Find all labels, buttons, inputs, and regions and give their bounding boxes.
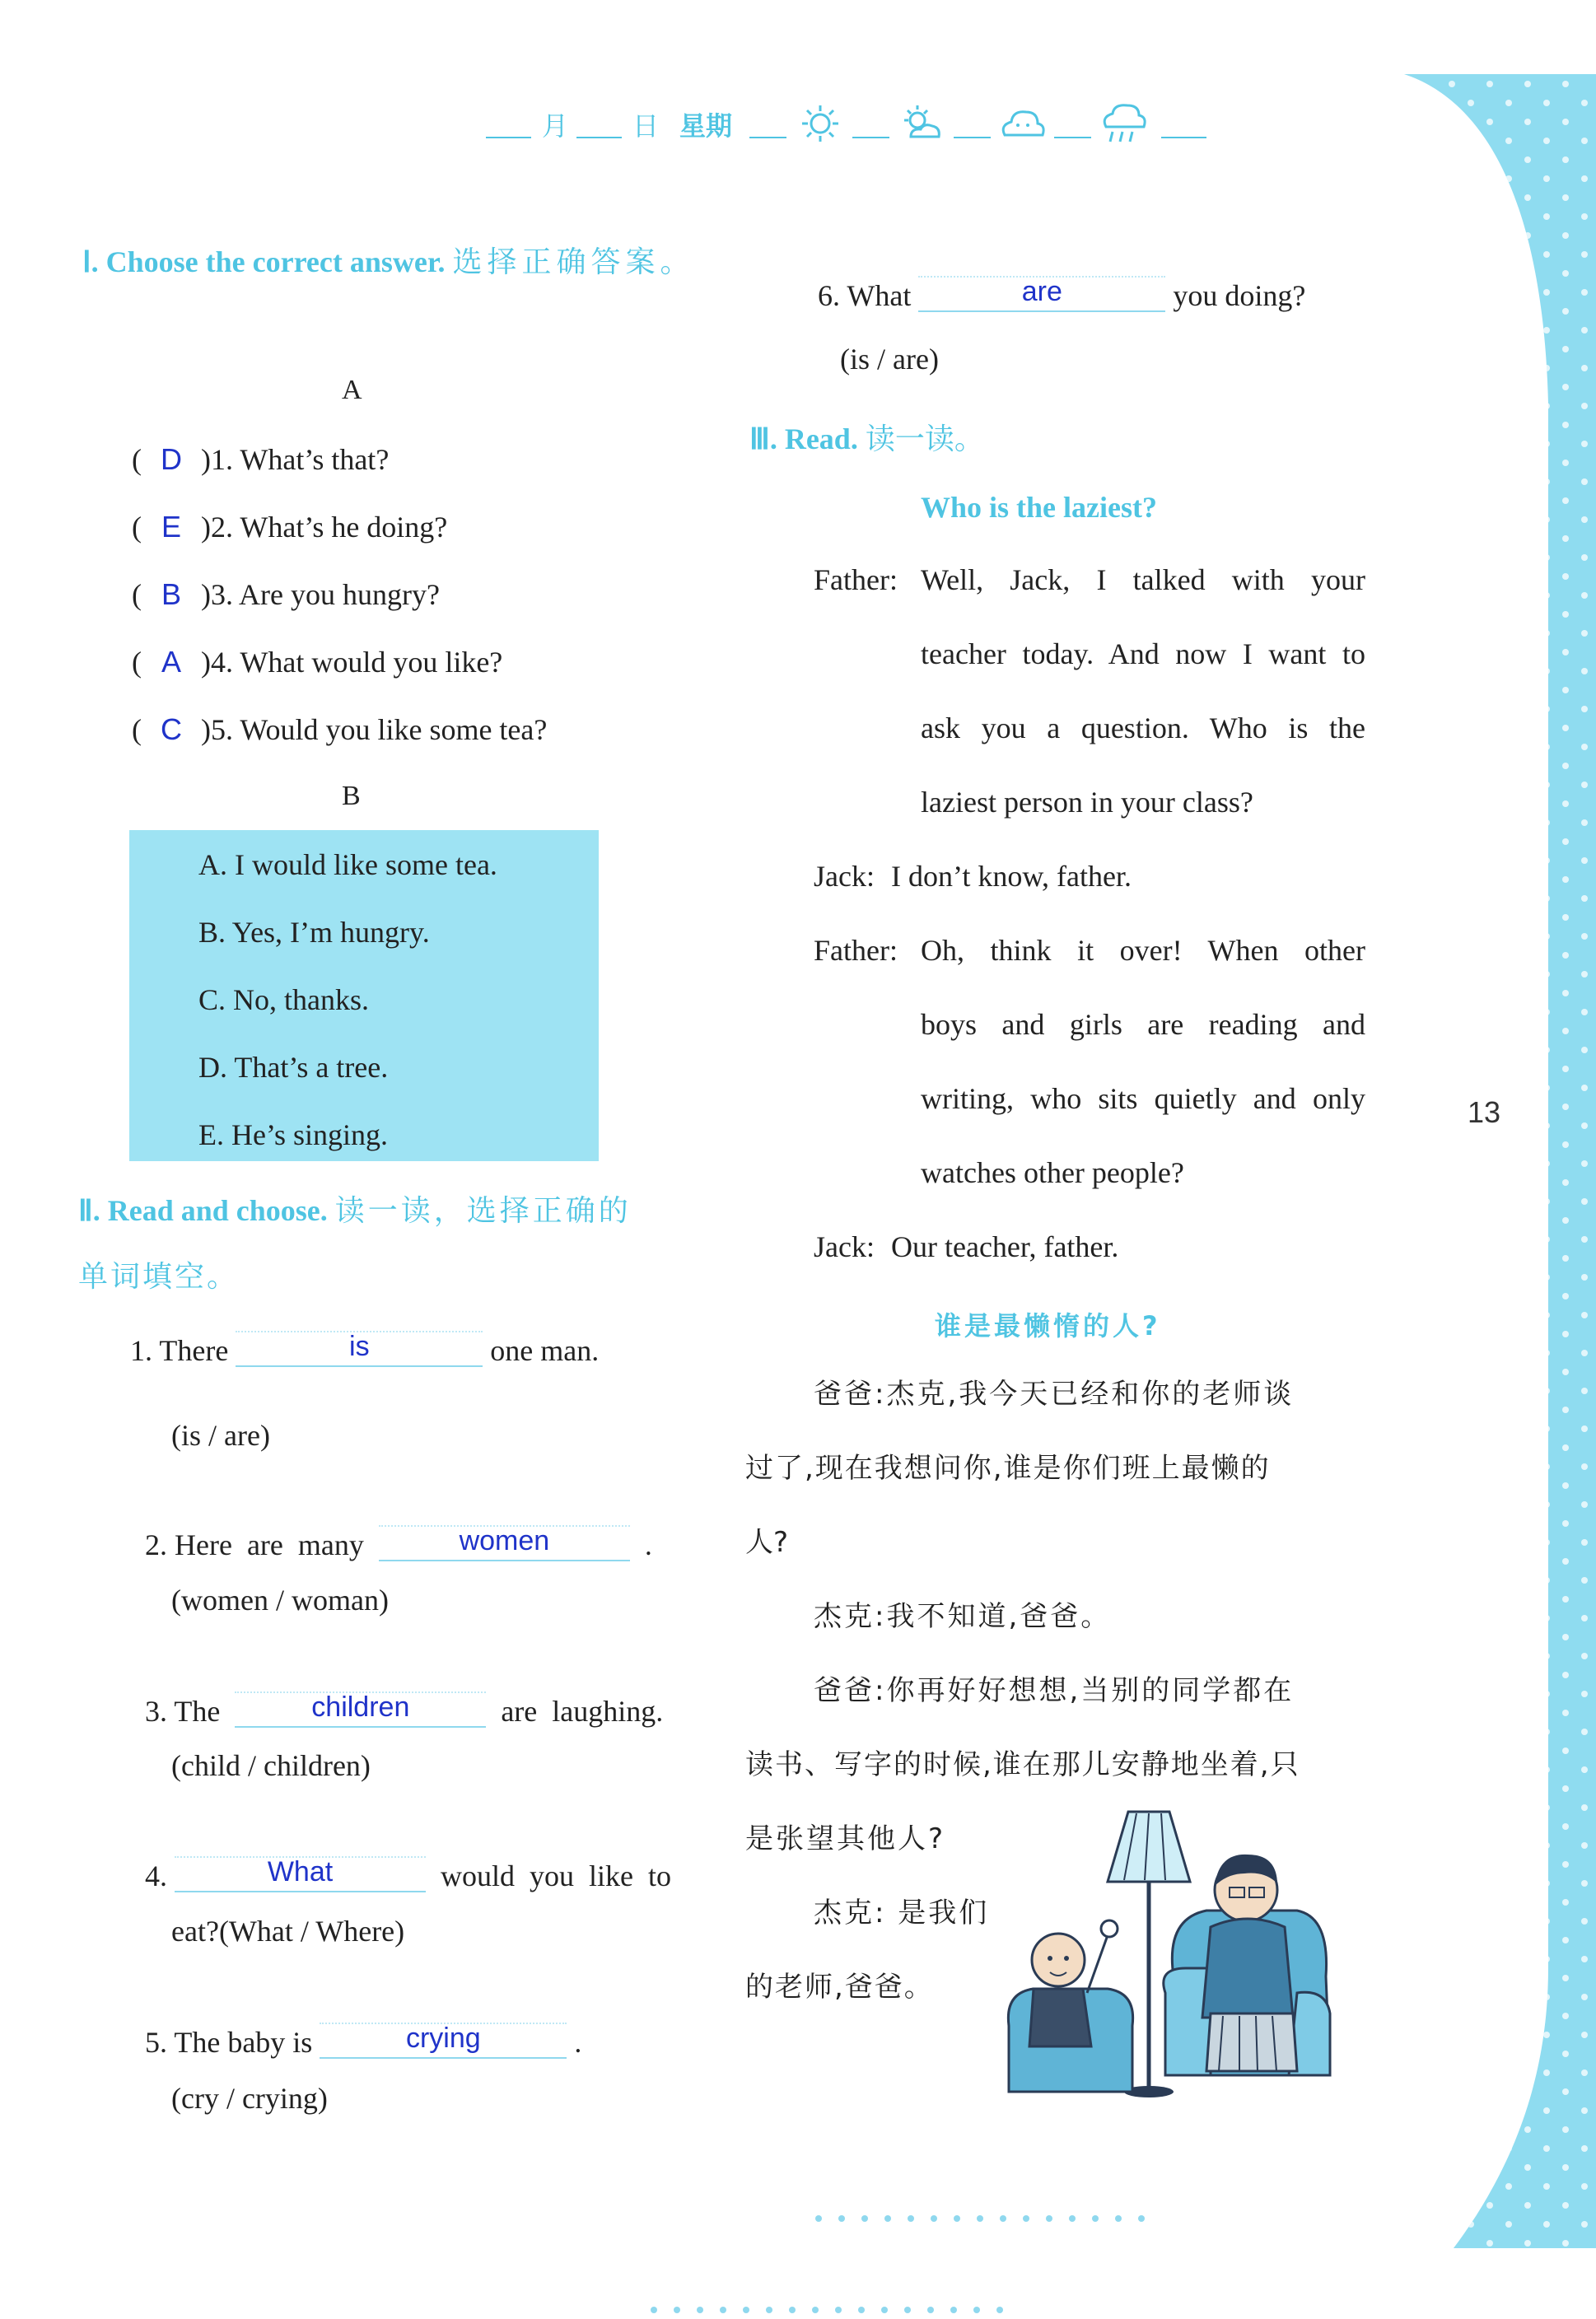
question-text: Are you hungry? [239, 578, 440, 611]
cn-line: 爸爸:杰克,我今天已经和你的老师谈 [814, 1378, 1295, 1411]
dialogue-line: laziest person in your class? [921, 786, 1253, 819]
blank-answer: is [349, 1331, 370, 1362]
fill-item-1 [130, 1331, 600, 1367]
question-row-4: ( A )4. What would you like? [132, 645, 503, 679]
sunny-icon [797, 104, 843, 147]
date-header [486, 105, 1227, 147]
dialogue-line: boys and girls are reading and [921, 1008, 1365, 1041]
dialogue-line: Oh, think it over! When other [921, 934, 1365, 967]
item-num: 2. [145, 1528, 167, 1561]
item-before: There [159, 1334, 229, 1367]
item-num: 3. [145, 1695, 167, 1728]
item-after: one man. [490, 1334, 600, 1367]
item-num: 5. [145, 2026, 167, 2059]
blank-2[interactable] [379, 1525, 630, 1561]
answer-1: D [161, 442, 182, 476]
decorative-dots-top [815, 2209, 1161, 2225]
section1-heading [82, 239, 695, 281]
blank-answer: children [311, 1691, 410, 1723]
cn-line: 过了,现在我想问你,谁是你们班上最懒的 [745, 1452, 1271, 1485]
fill-item-3 [130, 1667, 663, 1728]
cn-line: 读书、写字的时候,谁在那儿安静地坐着,只 [745, 1748, 1300, 1781]
section2-heading [78, 1187, 632, 1229]
blank-3[interactable] [235, 1691, 486, 1728]
section2-roman: Ⅱ. [78, 1194, 100, 1227]
section2-title-en: Read and choose. [107, 1194, 328, 1227]
dialogue-line: writing, who sits quietly and only [921, 1082, 1365, 1115]
option-b: B. Yes, I’m hungry. [198, 916, 430, 949]
decorative-sidebar [1404, 74, 1596, 2248]
cn-line: 杰克:我不知道,爸爸。 [814, 1600, 1112, 1633]
question-num: 1. [211, 443, 233, 476]
item-after: . [644, 1528, 652, 1561]
question-text: What’s he doing? [240, 511, 448, 544]
fill-choices-5: (cry / crying) [171, 2082, 328, 2115]
option-a: A. I would like some tea. [198, 848, 497, 881]
item-after: you doing? [1173, 279, 1306, 312]
cn-line: 是张望其他人? [745, 1822, 946, 1855]
blank-5[interactable] [320, 2023, 567, 2059]
day-label: 日 [632, 110, 660, 142]
item-num: 1. [130, 1334, 152, 1367]
fill-choices-4: eat?(What / Where) [171, 1915, 405, 1948]
fill-choices-3: (child / children) [171, 1749, 371, 1782]
question-row-2: ( E )2. What’s he doing? [132, 510, 448, 544]
dialogue-line: ask you a question. Who is the [921, 712, 1365, 744]
item-num: 6. [818, 279, 840, 312]
cn-story-title: 谁是最懒惰的人? [935, 1310, 1161, 1341]
item-after: . [574, 2026, 582, 2059]
dialogue-line: I don’t know, father. [891, 860, 1132, 893]
story-title: Who is the laziest? [921, 491, 1157, 524]
answer-3: B [161, 577, 181, 611]
question-num: 5. [211, 713, 233, 746]
dialogue-line: Well, Jack, I talked with your [921, 563, 1365, 596]
answer-4: A [161, 645, 181, 679]
month-label: 月 [542, 110, 569, 142]
answer-2: E [161, 510, 181, 544]
father-son-illustration [1001, 1803, 1355, 2116]
speaker-jack-1: Jack: [814, 860, 875, 893]
fill-item-2 [130, 1500, 652, 1561]
fill-item-5 [130, 1998, 581, 2059]
weekday-label: 星期 [679, 110, 733, 142]
section1-roman: Ⅰ. [82, 245, 99, 278]
cn-line: 人? [745, 1526, 789, 1559]
blank-1[interactable] [236, 1331, 483, 1367]
speaker-jack-2: Jack: [814, 1230, 875, 1263]
question-num: 3. [211, 578, 233, 611]
question-text: What’s that? [240, 443, 390, 476]
fill-choices-1: (is / are) [171, 1419, 270, 1452]
option-d: D. That’s a tree. [198, 1051, 389, 1084]
item-before: Here are many [175, 1528, 364, 1561]
fill-item-6 [803, 251, 1305, 312]
dialogue-line: teacher today. And now I want to [921, 637, 1365, 670]
blank-answer: What [267, 1856, 334, 1887]
item-after: would you like to [441, 1859, 671, 1892]
speaker-father-2: Father: [814, 934, 898, 967]
item-before: The [174, 1695, 221, 1728]
options-box [129, 830, 599, 1161]
option-e: E. He’s singing. [198, 1118, 388, 1151]
speaker-father-1: Father: [814, 563, 898, 596]
cn-line: 杰克: 是我们 [814, 1897, 990, 1929]
item-after: are laughing. [501, 1695, 664, 1728]
column-b-label: B [342, 781, 361, 811]
item-before: The baby is [174, 2026, 313, 2059]
blank-answer: are [1021, 276, 1062, 307]
partly-sunny-icon [898, 104, 944, 147]
question-row-3: ( B )3. Are you hungry? [132, 577, 440, 611]
section2-title-cn-2: 单词填空。 [78, 1260, 240, 1294]
question-text: What would you like? [240, 646, 503, 679]
option-c: C. No, thanks. [198, 983, 369, 1016]
item-num: 4. [145, 1859, 167, 1892]
cloudy-icon [998, 105, 1048, 147]
blank-6[interactable] [918, 276, 1165, 312]
dialogue-line: watches other people? [921, 1156, 1184, 1189]
section3-title-cn: 读一读。 [865, 422, 984, 456]
decorative-dots-bottom [651, 2301, 1020, 2317]
section1-title-en: Choose the correct answer. [105, 245, 446, 278]
cn-line: 爸爸:你再好好想想,当别的同学都在 [814, 1674, 1295, 1707]
answer-5: C [161, 712, 182, 746]
section3-title-en: Read. [784, 422, 858, 455]
section1-title-cn: 选择正确答案。 [452, 245, 695, 279]
blank-4[interactable] [175, 1856, 426, 1892]
question-num: 4. [211, 646, 233, 679]
cn-line: 的老师,爸爸。 [745, 1971, 934, 2004]
section3-roman: Ⅲ. [749, 422, 777, 455]
dialogue-line: Our teacher, father. [891, 1230, 1119, 1263]
section2-title-cn: 读一读，选择正确的 [334, 1194, 632, 1228]
rainy-icon [1099, 104, 1149, 148]
section3-heading [749, 416, 984, 458]
blank-answer: women [459, 1525, 550, 1556]
page-number: 13 [1468, 1095, 1501, 1129]
blank-answer: crying [405, 2023, 481, 2054]
question-row-1: ( D )1. What’s that? [132, 442, 390, 476]
item-before: What [847, 279, 912, 312]
question-num: 2. [211, 511, 233, 544]
question-text: Would you like some tea? [240, 713, 548, 746]
fill-choices-2: (women / woman) [171, 1584, 389, 1617]
column-a-label: A [342, 375, 362, 405]
fill-choices-6: (is / are) [840, 343, 939, 376]
question-row-5: ( C )5. Would you like some tea? [132, 712, 548, 746]
fill-item-4 [130, 1831, 671, 1892]
